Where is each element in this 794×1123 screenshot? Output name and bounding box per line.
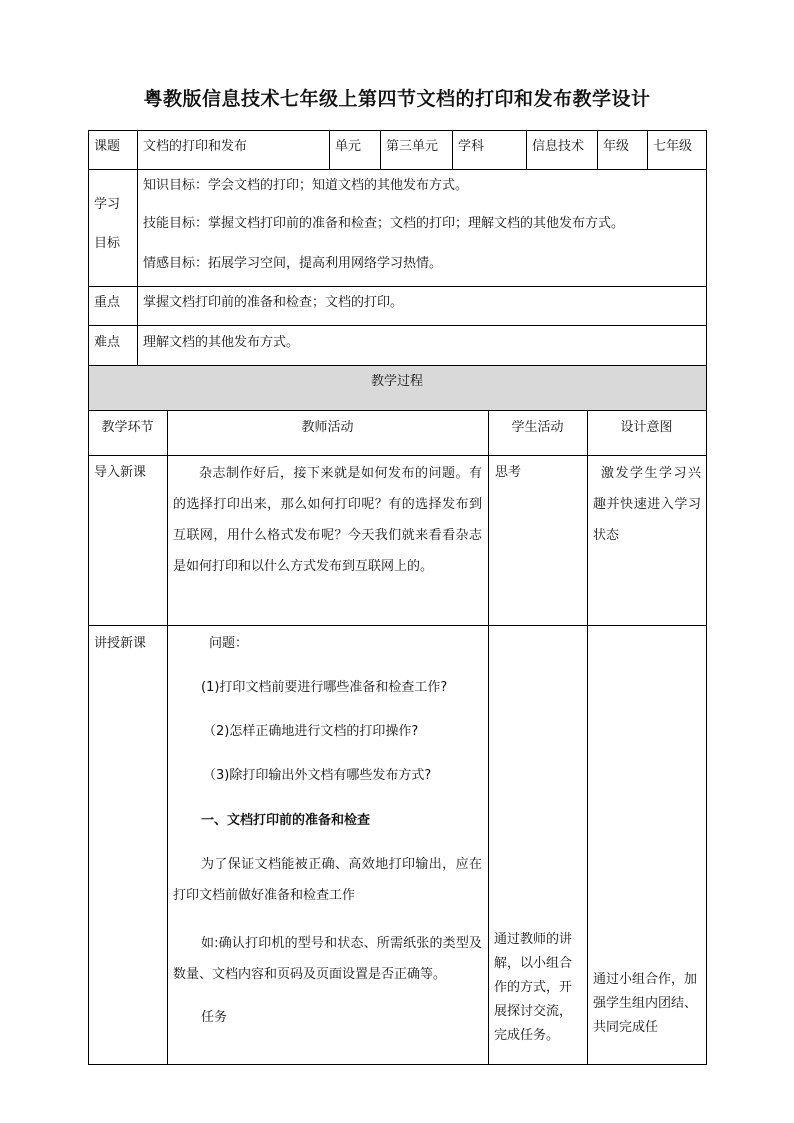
col-divider xyxy=(488,410,489,1065)
difficulty-label: 难点 xyxy=(94,335,121,350)
grade-value: 七年级 xyxy=(653,139,693,154)
col-divider xyxy=(587,410,588,1065)
table-border-left xyxy=(88,130,89,1065)
col-divider xyxy=(329,130,330,169)
table-border-right xyxy=(706,130,707,1065)
row-divider xyxy=(88,286,707,287)
key-point-text: 掌握文档打印前的准备和检查；文档的打印。 xyxy=(143,295,404,310)
key-point-label: 重点 xyxy=(94,295,121,310)
row-divider xyxy=(88,169,707,170)
lecture-paragraph-2: 如:确认打印机的型号和状态、所需纸张的类型及数量、文档内容和页码及页面设置是否正确等。 xyxy=(173,936,482,982)
topic-label: 课题 xyxy=(94,139,121,154)
row-divider xyxy=(88,410,707,411)
goal-skill: 技能目标：掌握文档打印前的准备和检查；文档的打印；理解文档的其他发布方式。 xyxy=(143,216,625,231)
intro-student-text: 思考 xyxy=(495,465,522,480)
subject-label: 学科 xyxy=(458,139,485,154)
goals-label-line1: 学习 xyxy=(94,197,121,212)
col-divider xyxy=(137,130,138,365)
col-divider xyxy=(597,130,598,169)
lecture-task-label: 任务 xyxy=(201,1010,228,1025)
topic-value: 文档的打印和发布 xyxy=(143,139,248,154)
lecture-stage: 讲授新课 xyxy=(94,636,147,651)
col-divider xyxy=(380,130,381,169)
intro-intent-text: 激发学生学习兴趣并快速进入学习状态 xyxy=(593,466,701,543)
lecture-student-text: 通过教师的讲解，以小组合作的方式，开展探讨交流，完成任务。 xyxy=(494,932,573,1043)
goal-emotion: 情感目标：拓展学习空间，提高利用网络学习热情。 xyxy=(143,256,443,271)
subject-value: 信息技术 xyxy=(532,139,585,154)
process-header: 教学过程 xyxy=(370,374,423,389)
intro-stage: 导入新课 xyxy=(94,465,147,480)
document-title: 粤教版信息技术七年级上第四节文档的打印和发布教学设计 xyxy=(143,88,651,110)
col-divider xyxy=(167,410,168,1065)
row-divider xyxy=(88,625,707,626)
col-header-student: 学生活动 xyxy=(511,420,564,435)
lecture-question-2: （2)怎样正确地进行文档的打印操作? xyxy=(203,724,419,739)
goal-knowledge: 知识目标：学会文档的打印；知道文档的其他发布方式。 xyxy=(143,178,469,193)
lecture-question-3: （3)除打印输出外文档有哪些发布方式? xyxy=(203,768,432,783)
unit-value: 第三单元 xyxy=(386,139,439,154)
lecture-question-1: (1)打印文档前要进行哪些准备和检查工作? xyxy=(201,680,448,695)
lecture-question-label: 问题： xyxy=(209,636,249,651)
row-divider xyxy=(88,365,707,366)
difficulty-text: 理解文档的其他发布方式。 xyxy=(143,335,300,350)
lecture-section-title: 一、文档打印前的准备和检查 xyxy=(201,813,371,828)
unit-label: 单元 xyxy=(335,139,362,154)
col-header-stage: 教学环节 xyxy=(101,420,154,435)
col-divider xyxy=(452,130,453,169)
lecture-intent-text: 通过小组合作，加强学生组内团结、共同完成任 xyxy=(593,972,698,1035)
lecture-paragraph-1: 为了保证文档能被正确、高效地打印输出，应在打印文档前做好准备和检查工作 xyxy=(173,857,482,903)
col-header-intent: 设计意图 xyxy=(620,420,673,435)
table-border-top xyxy=(88,130,707,131)
col-header-teacher: 教师活动 xyxy=(301,420,354,435)
table-border-bottom xyxy=(88,1064,707,1065)
grade-label: 年级 xyxy=(603,139,630,154)
row-divider xyxy=(88,325,707,326)
goals-label-line2: 目标 xyxy=(94,236,121,251)
col-divider xyxy=(526,130,527,169)
col-divider xyxy=(647,130,648,169)
row-divider xyxy=(88,455,707,456)
intro-teacher-text: 杂志制作好后，接下来就是如何发布的问题。有的选择打印出来，那么如何打印呢？有的选择发布到互联网，用什么格式发布呢？今天我们就来看看杂志是如何打印和以什么方式发布到互联网上的。 xyxy=(173,466,482,574)
